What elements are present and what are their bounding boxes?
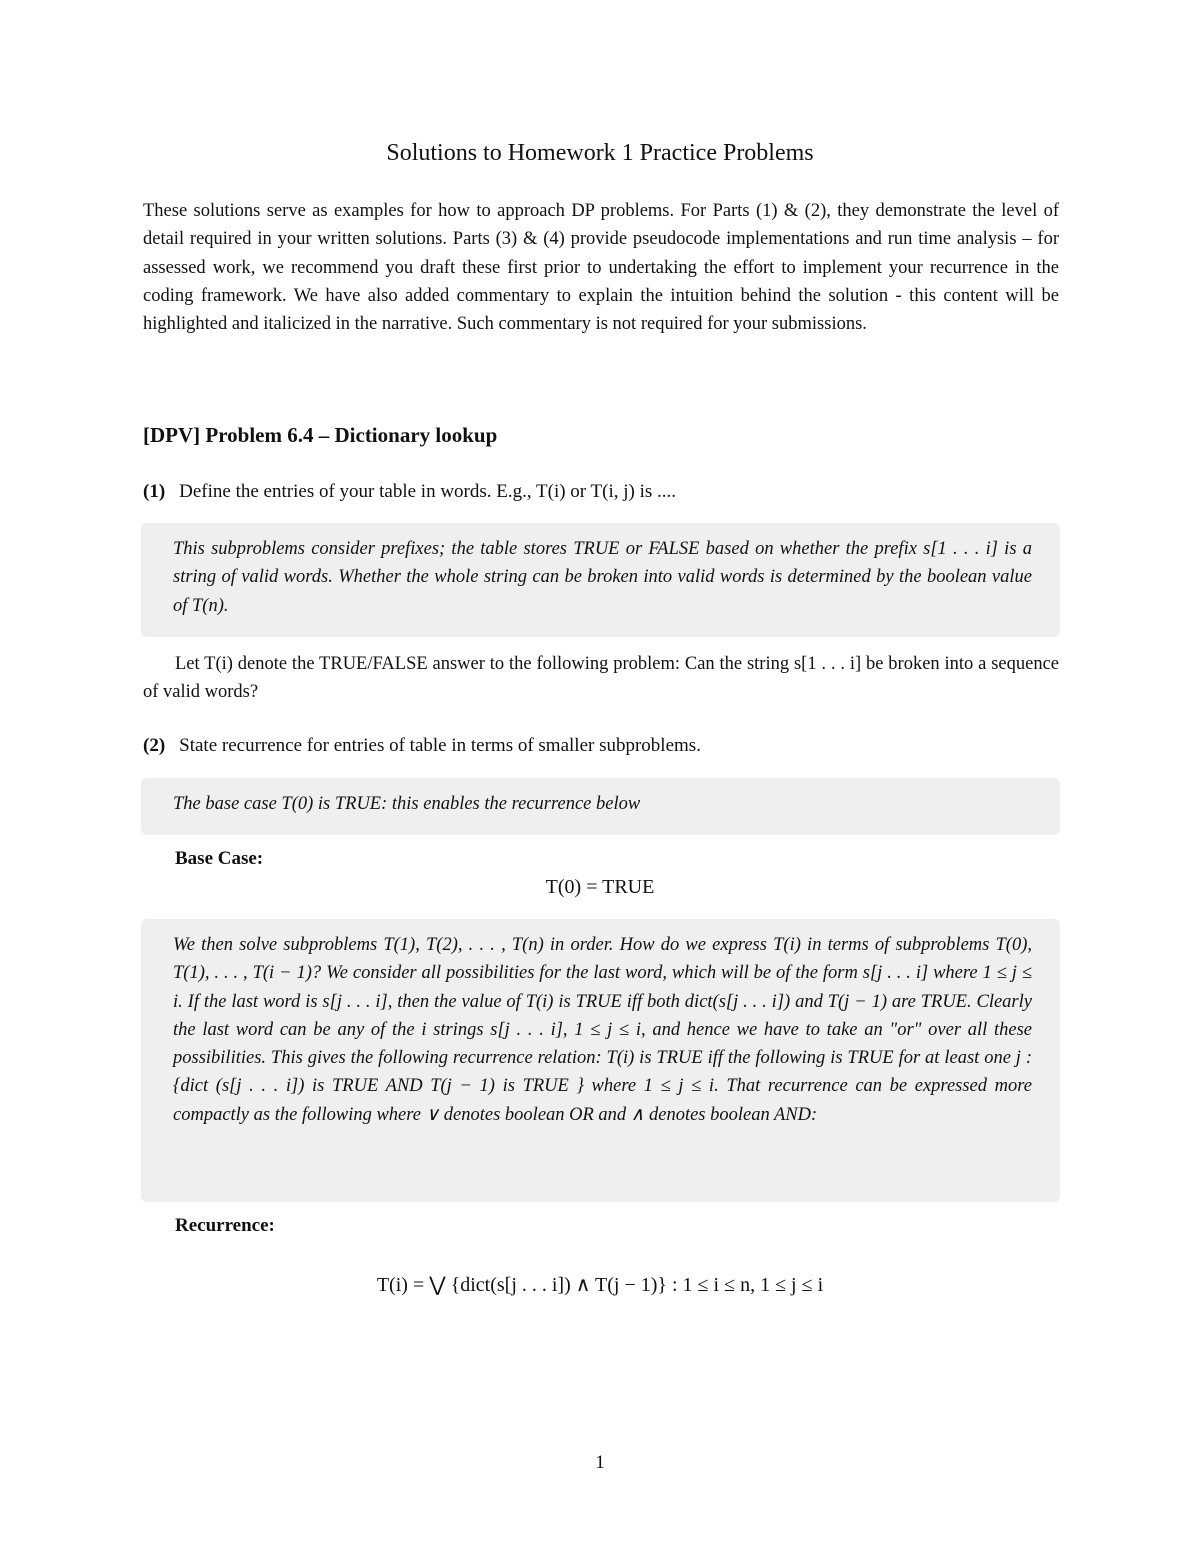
intro-paragraph: These solutions serve as examples for how to approach DP problems. For Parts (1) & (2), they demonstrate the level of detail required in your written solutions. Parts (3) & (4) provide pseudocode implementations and run time analysis – for assessed work, we recommend you draft these first prior to undertaking the effort to implement your recurrence in the coding framework. We have also added commentary to explain the intuition behind the solution - this content will be highlighted and italicized in the narrative. Such commentary is not required for your submissions. [143, 201, 1059, 335]
recurrence-equation: T(i) = ⋁ {dict(s[j . . . i]) ∧ T(j − 1)} : 1 ≤ i ≤ n, 1 ≤ j ≤ i [376, 1274, 824, 1296]
base-case-equation: T(0) = TRUE [545, 876, 655, 898]
part-2-number: (2) [143, 735, 166, 756]
page-number: 1 [595, 1452, 605, 1473]
document-title: Solutions to Homework 1 Practice Problems [386, 140, 814, 166]
commentary-box-1: This subproblems consider prefixes; the table stores TRUE or FALSE based on whether the prefix s[1 . . . i] is a string of valid words. Whether the whole string can be broken into valid words is determined by the boolean value of T(n). [141, 523, 1060, 637]
problem-heading: [DPV] Problem 6.4 – Dictionary lookup [143, 423, 498, 447]
base-case-label: Base Case: [175, 848, 264, 869]
part-1-prompt: Define the entries of your table in words. E.g., T(i) or T(i, j) is .... [179, 481, 677, 502]
part-1-answer: Let T(i) denote the TRUE/FALSE answer to the following problem: Can the string s[1 . . . i] be broken into a sequence of valid words? [143, 654, 1059, 703]
recurrence-label: Recurrence: [175, 1215, 275, 1236]
commentary-box-2: The base case T(0) is TRUE: this enables the recurrence below [141, 778, 1060, 835]
part-2 [143, 735, 701, 757]
part-2-prompt: State recurrence for entries of table in terms of smaller subproblems. [179, 735, 701, 756]
commentary-box-3: We then solve subproblems T(1), T(2), . . . , T(n) in order. How do we express T(i) in terms of subproblems T(0), T(1), . . . , T(i − 1)? We consider all possibilities for the last word, which will be of the form s[j . . . i] where 1 ≤ j ≤ i. If the last word is s[j . . . i], then the value of T(i) is TRUE iff both dict(s[j . . . i]) and T(j − 1) are TRUE. Clearly the last word can be any of the i strings s[j . . . i], 1 ≤ j ≤ i, and hence we have to take an "or" over all these possibilities. This gives the following recurrence relation: T(i) is TRUE iff the following is TRUE for at least one j : {dict (s[j . . . i]) is TRUE AND T(j − 1) is TRUE } where 1 ≤ j ≤ i. That recurrence can be expressed more compactly as the following where ∨ denotes boolean OR and ∧ denotes boolean AND: [141, 919, 1060, 1202]
part-1-number: (1) [143, 481, 166, 502]
part-1 [143, 481, 676, 503]
